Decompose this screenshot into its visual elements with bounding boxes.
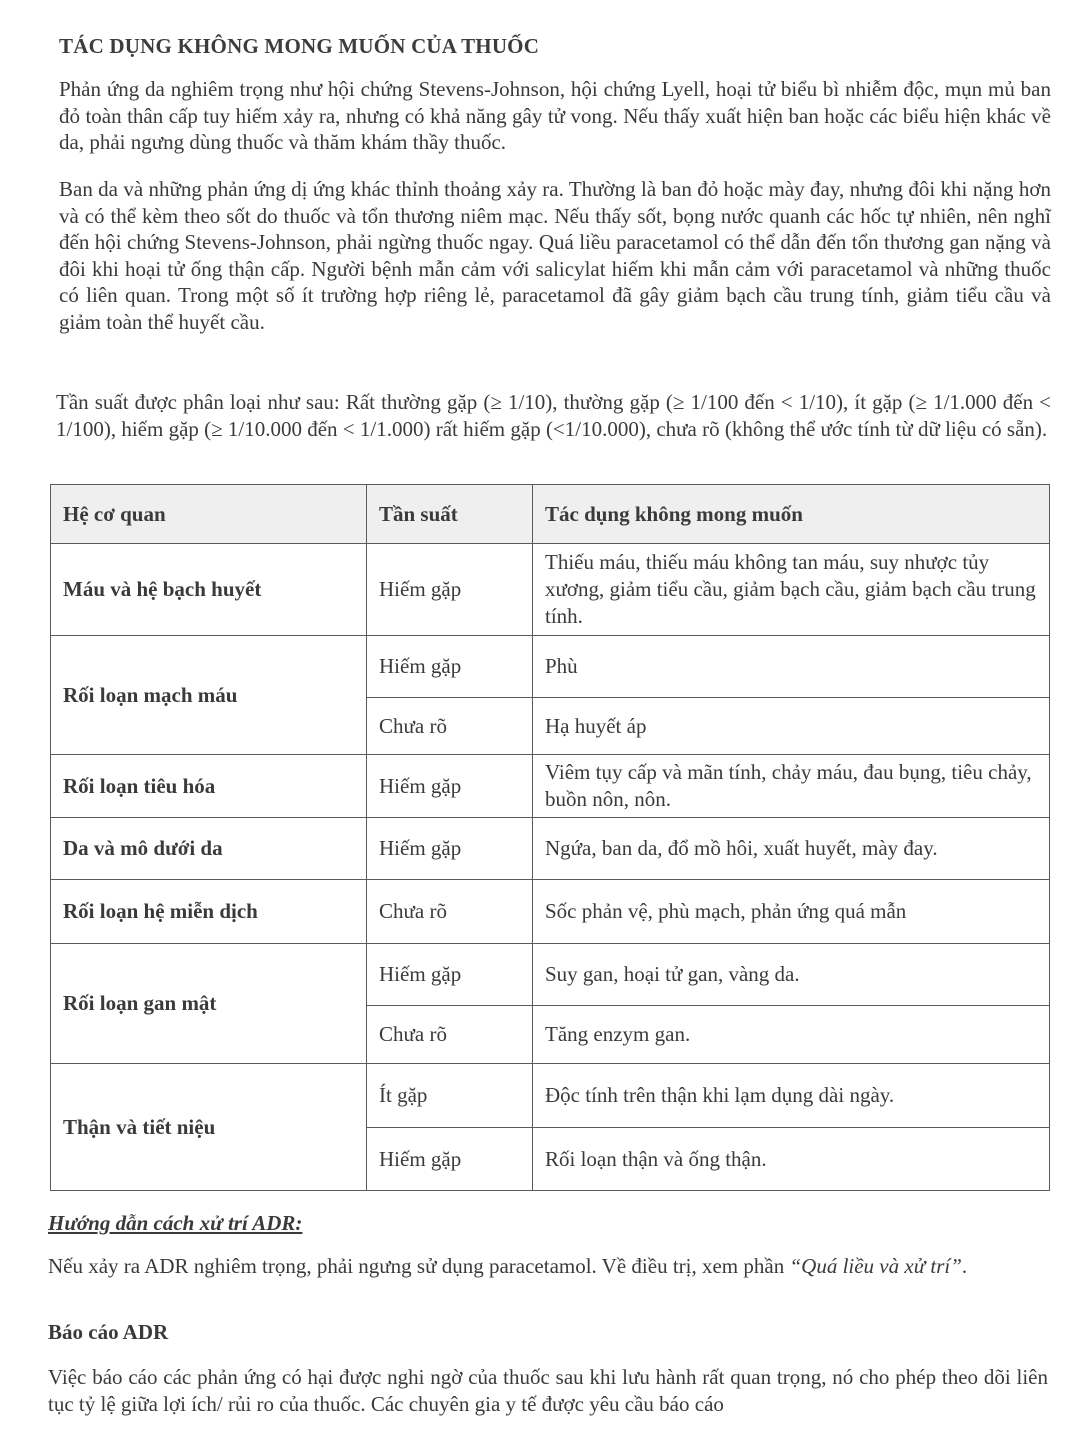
frequency-cell: Hiếm gặp xyxy=(367,636,533,698)
organ-cell: Máu và hệ bạch huyết xyxy=(51,544,367,636)
paragraph-allergic-reactions: Ban da và những phản ứng dị ứng khác thỉnh thoảng xảy ra. Thường là ban đỏ hoặc mày đay, nhưng đôi khi nặng hơn và có thể kèm theo sốt do thuốc và tổn thương niêm mạc. Nếu thấy sốt, bọng nước quanh các hốc tự nhiên, nên nghĩ đến hội chứng Stevens-Johnson, phải ngừng thuốc ngay. Quá liều paracetamol có thể dẫn đến tổn thương gan nặng và đôi khi hoại tử ống thận cấp. Người bệnh mẫn cảm với salicylat hiếm khi mẫn cảm với paracetamol và những thuốc có liên quan. Trong một số ít trường hợp riêng lẻ, paracetamol đã gây giảm bạch cầu trung tính, giảm tiểu cầu và giảm toàn thể huyết cầu. xyxy=(59,177,1051,334)
effect-cell: Ngứa, ban da, đổ mồ hôi, xuất huyết, mày đay. xyxy=(533,818,1050,880)
frequency-cell: Hiếm gặp xyxy=(367,944,533,1006)
paragraph-frequency-classification: Tần suất được phân loại như sau: Rất thường gặp (≥ 1/10), thường gặp (≥ 1/100 đến < 1/10), ít gặp (≥ 1/1.000 đến < 1/100), hiếm gặp (≥ 1/10.000 đến < 1/1.000) rất hiếm gặp (<1/10.000), chưa rõ (không thể ước tính từ dữ liệu có sẵn). xyxy=(56,390,1051,441)
organ-cell: Rối loạn gan mật xyxy=(51,944,367,1064)
effect-cell: Viêm tụy cấp và mãn tính, chảy máu, đau bụng, tiêu chảy, buồn nôn, nôn. xyxy=(533,755,1050,818)
effect-cell: Tăng enzym gan. xyxy=(533,1006,1050,1064)
frequency-cell: Ít gặp xyxy=(367,1064,533,1128)
header-frequency: Tần suất xyxy=(367,485,533,544)
adr-management-text: Nếu xảy ra ADR nghiêm trọng, phải ngưng sử dụng paracetamol. Về điều trị, xem phần xyxy=(48,1254,790,1278)
table-row xyxy=(51,1064,1050,1128)
overdose-section-reference: “Quá liều và xử trí” xyxy=(789,1254,962,1278)
adr-management-heading: Hướng dẫn cách xử trí ADR: xyxy=(48,1211,303,1235)
frequency-cell: Chưa rõ xyxy=(367,698,533,755)
effect-cell: Suy gan, hoại tử gan, vàng da. xyxy=(533,944,1050,1006)
effect-cell: Hạ huyết áp xyxy=(533,698,1050,755)
organ-cell: Rối loạn mạch máu xyxy=(51,636,367,755)
frequency-cell: Chưa rõ xyxy=(367,880,533,944)
table-row xyxy=(51,944,1050,1006)
effect-cell: Sốc phản vệ, phù mạch, phản ứng quá mẫn xyxy=(533,880,1050,944)
frequency-cell: Chưa rõ xyxy=(367,1006,533,1064)
frequency-cell: Hiếm gặp xyxy=(367,818,533,880)
effect-cell: Độc tính trên thận khi lạm dụng dài ngày. xyxy=(533,1064,1050,1128)
paragraph-severe-skin-reactions: Phản ứng da nghiêm trọng như hội chứng Stevens-Johnson, hội chứng Lyell, hoại tử biểu bì nhiễm độc, mụn mủ ban đỏ toàn thân cấp tuy hiếm xảy ra, nhưng có khả năng gây tử vong. Nếu thấy xuất hiện ban hoặc các biểu hiện khác về da, phải ngưng dùng thuốc và thăm khám thầy thuốc. xyxy=(59,77,1051,154)
adr-report-paragraph: Việc báo cáo các phản ứng có hại được nghi ngờ của thuốc sau khi lưu hành rất quan trọng, nó cho phép theo dõi liên tục tỷ lệ giữa lợi ích/ rủi ro của thuốc. Các chuyên gia y tế được yêu cầu báo cáo xyxy=(48,1365,1048,1416)
table-row xyxy=(51,818,1050,880)
frequency-cell: Hiếm gặp xyxy=(367,544,533,636)
effect-cell: Thiếu máu, thiếu máu không tan máu, suy nhược tủy xương, giảm tiểu cầu, giảm bạch cầu, giảm bạch cầu trung tính. xyxy=(533,544,1050,636)
table-row xyxy=(51,636,1050,698)
organ-cell: Thận và tiết niệu xyxy=(51,1064,367,1191)
table-row xyxy=(51,880,1050,944)
organ-cell: Rối loạn hệ miễn dịch xyxy=(51,880,367,944)
table-row xyxy=(51,544,1050,636)
adr-report-heading: Báo cáo ADR xyxy=(48,1320,169,1344)
adverse-effects-table xyxy=(50,484,1050,1191)
table-header-row xyxy=(51,485,1050,544)
frequency-cell: Hiếm gặp xyxy=(367,1128,533,1191)
adr-management-end: . xyxy=(961,1254,968,1278)
frequency-cell: Hiếm gặp xyxy=(367,755,533,818)
header-organ-system: Hệ cơ quan xyxy=(51,485,367,544)
adr-management-paragraph xyxy=(48,1253,1048,1280)
header-adverse-effect: Tác dụng không mong muốn xyxy=(533,485,1050,544)
organ-cell: Rối loạn tiêu hóa xyxy=(51,755,367,818)
section-title: TÁC DỤNG KHÔNG MONG MUỐN CỦA THUỐC xyxy=(59,34,540,58)
effect-cell: Rối loạn thận và ống thận. xyxy=(533,1128,1050,1191)
organ-cell: Da và mô dưới da xyxy=(51,818,367,880)
table-row xyxy=(51,755,1050,818)
effect-cell: Phù xyxy=(533,636,1050,698)
